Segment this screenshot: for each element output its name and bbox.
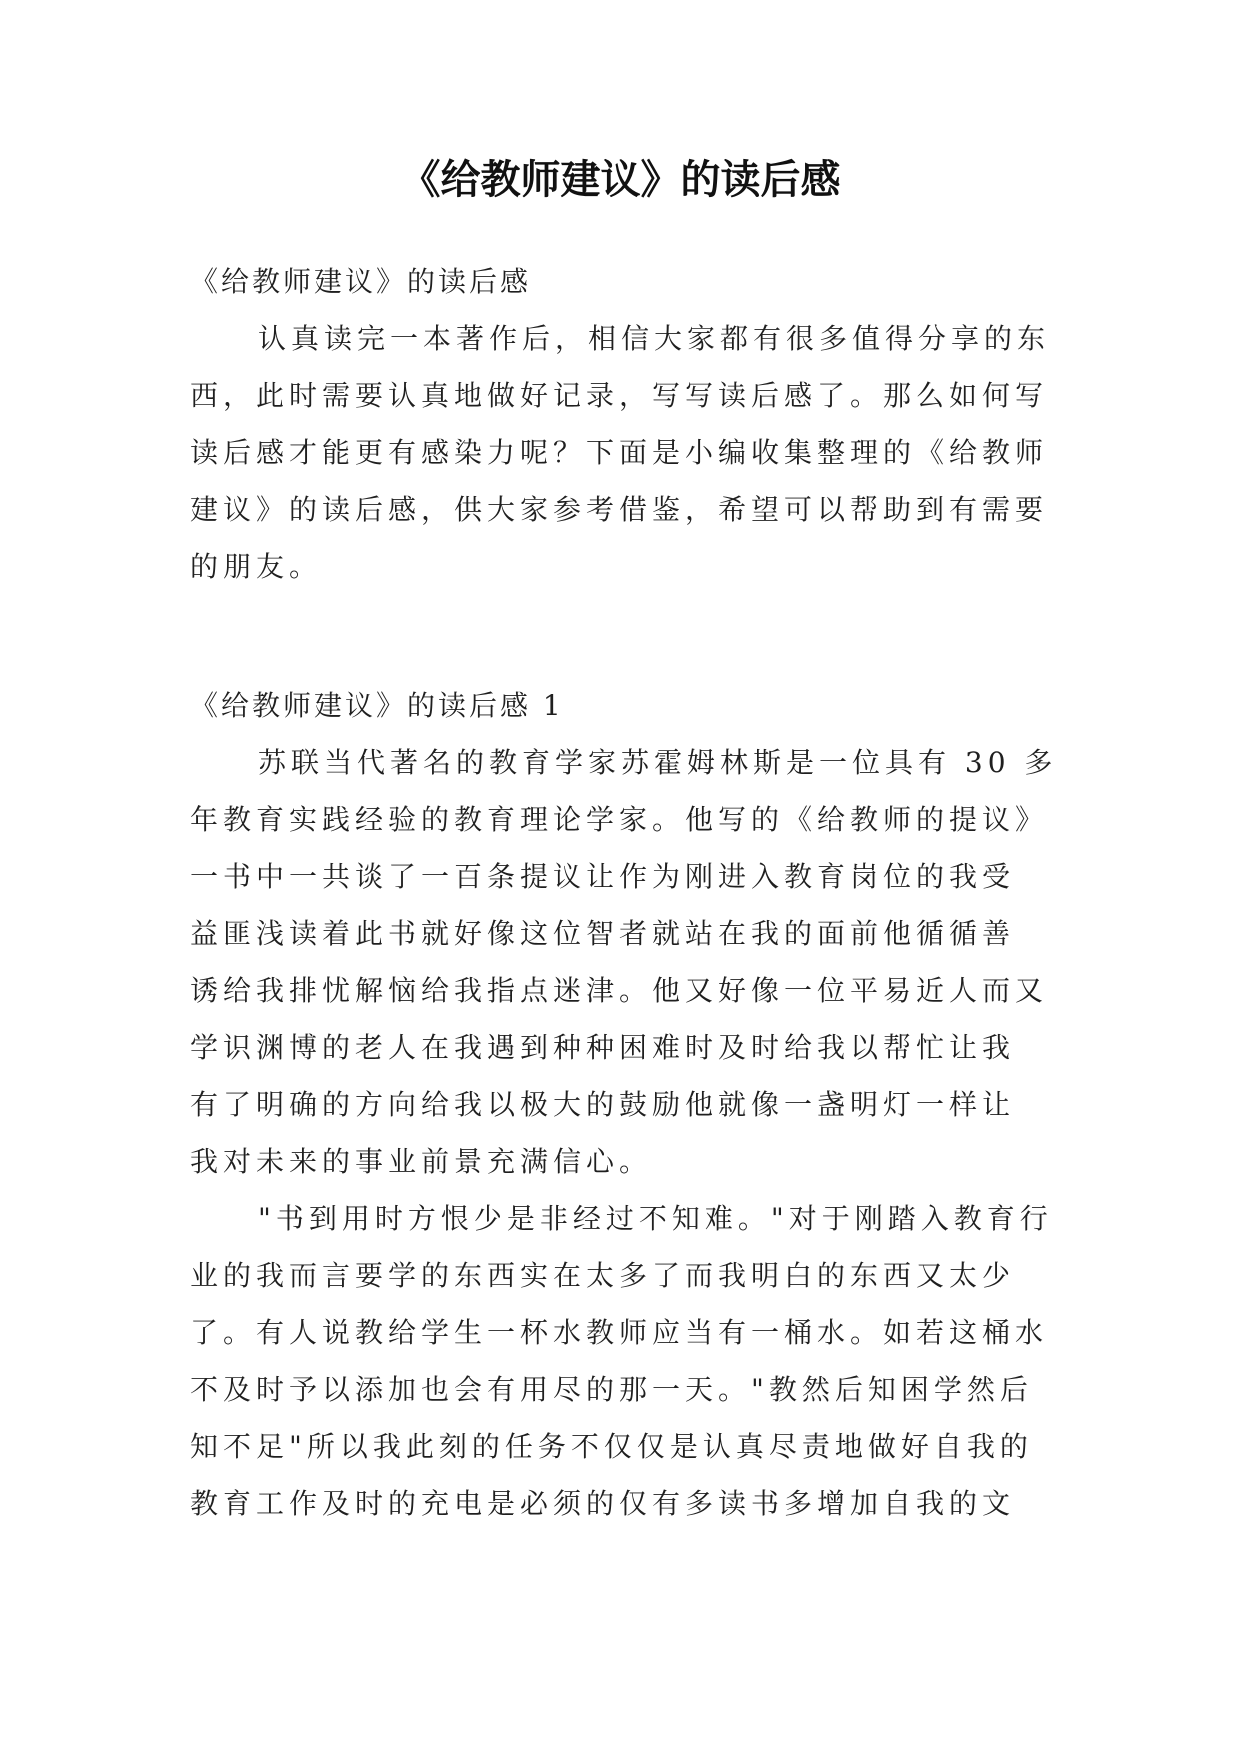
paragraph-line: 诱给我排忧解恼给我指点迷津。他又好像一位平易近人而又: [190, 974, 1049, 1007]
intro-line: 的朋友。: [190, 550, 323, 583]
paragraph-line: 教育工作及时的充电是必须的仅有多读书多增加自我的文: [190, 1487, 1016, 1520]
paragraph-line: 业的我而言要学的东西实在太多了而我明白的东西又太少: [190, 1259, 1016, 1292]
intro-line: 建议》的读后感，供大家参考借鉴，希望可以帮助到有需要: [190, 493, 1049, 526]
intro-line: 读后感才能更有感染力呢？下面是小编收集整理的《给教师: [190, 436, 1049, 469]
paragraph-line: 了。有人说教给学生一杯水教师应当有一桶水。如若这桶水: [190, 1316, 1049, 1349]
paragraph-line: 一书中一共谈了一百条提议让作为刚进入教育岗位的我受: [190, 860, 1016, 893]
intro-line: 认真读完一本著作后，相信大家都有很多值得分享的东: [258, 322, 1051, 355]
paragraph-line: 不及时予以添加也会有用尽的那一天。"教然后知困学然后: [190, 1373, 1033, 1406]
document-title: 《给教师建议》的读后感: [400, 157, 841, 203]
paragraph-line: 知不足"所以我此刻的任务不仅仅是认真尽责地做好自我的: [190, 1430, 1033, 1463]
paragraph-line: 益匪浅读着此书就好像这位智者就站在我的面前他循循善: [190, 917, 1016, 950]
paragraph-line: 我对未来的事业前景充满信心。: [190, 1145, 653, 1178]
paragraph-line: 有了明确的方向给我以极大的鼓励他就像一盏明灯一样让: [190, 1088, 1016, 1121]
paragraph-line: 学识渊博的老人在我遇到种种困难时及时给我以帮忙让我: [190, 1031, 1016, 1064]
section-heading: 《给教师建议》的读后感 1: [190, 689, 564, 722]
intro-line: 西，此时需要认真地做好记录，写写读后感了。那么如何写: [190, 379, 1049, 412]
paragraph-line: 年教育实践经验的教育理论学家。他写的《给教师的提议》: [190, 803, 1049, 836]
paragraph-line: "书到用时方恨少是非经过不知难。"对于刚踏入教育行: [258, 1202, 1053, 1235]
intro-heading: 《给教师建议》的读后感: [190, 265, 532, 298]
paragraph-line: 苏联当代著名的教育学家苏霍姆林斯是一位具有 30 多: [258, 746, 1058, 779]
